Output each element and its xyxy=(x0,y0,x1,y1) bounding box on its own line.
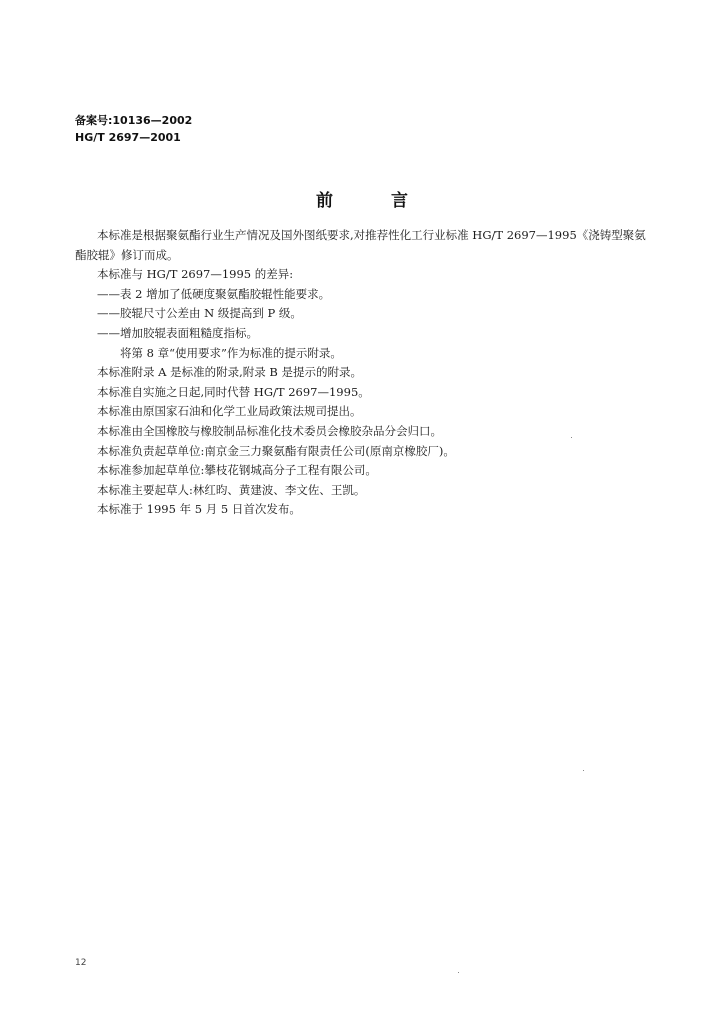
paragraph-difference-1: ——表 2 增加了低硬度聚氨酯胶辊性能要求。 xyxy=(97,286,331,301)
scan-speck xyxy=(571,437,572,438)
preface-body xyxy=(75,226,655,520)
page-number: 12 xyxy=(75,958,87,968)
paragraph-drafters: 本标准主要起草人:林红昀、黄建波、李文佐、王凯。 xyxy=(97,482,366,497)
paragraph-drafting-unit: 本标准负责起草单位:南京金三力聚氨酯有限责任公司(原南京橡胶厂)。 xyxy=(97,443,455,458)
paragraph-difference-2: ——胶辊尺寸公差由 N 级提高到 P 级。 xyxy=(97,306,302,321)
paragraph-difference-4: 将第 8 章“使用要求”作为标准的提示附录。 xyxy=(120,345,342,360)
paragraph-revision-basis: 本标准是根据聚氨酯行业生产情况及国外图纸要求,对推荐性化工行业标准 HG/T 2697—1995《浇铸型聚氨酯胶辊》修订而成。 xyxy=(75,228,646,262)
section-title: 前言 xyxy=(316,191,466,211)
scan-speck xyxy=(583,770,584,771)
filing-number: 备案号:10136—2002 xyxy=(75,114,193,127)
standard-code: HG/T 2697—2001 xyxy=(75,131,181,144)
paragraph-appendix: 本标准附录 A 是标准的附录,附录 B 是提示的附录。 xyxy=(97,365,363,380)
paragraph-proposer: 本标准由原国家石油和化学工业局政策法规司提出。 xyxy=(97,404,362,419)
paragraph-replacement: 本标准自实施之日起,同时代替 HG/T 2697—1995。 xyxy=(97,384,370,399)
paragraph-difference-3: ——增加胶辊表面粗糙度指标。 xyxy=(97,325,258,340)
paragraph-first-release: 本标准于 1995 年 5 月 5 日首次发布。 xyxy=(97,502,301,517)
paragraph-participating-unit: 本标准参加起草单位:攀枝花钢城高分子工程有限公司。 xyxy=(97,463,377,478)
paragraph-differences-intro: 本标准与 HG/T 2697—1995 的差异: xyxy=(97,267,294,282)
document-header xyxy=(75,112,192,146)
scan-speck xyxy=(458,972,459,973)
paragraph-centralized: 本标准由全国橡胶与橡胶制品标准化技术委员会橡胶杂品分会归口。 xyxy=(97,423,442,438)
